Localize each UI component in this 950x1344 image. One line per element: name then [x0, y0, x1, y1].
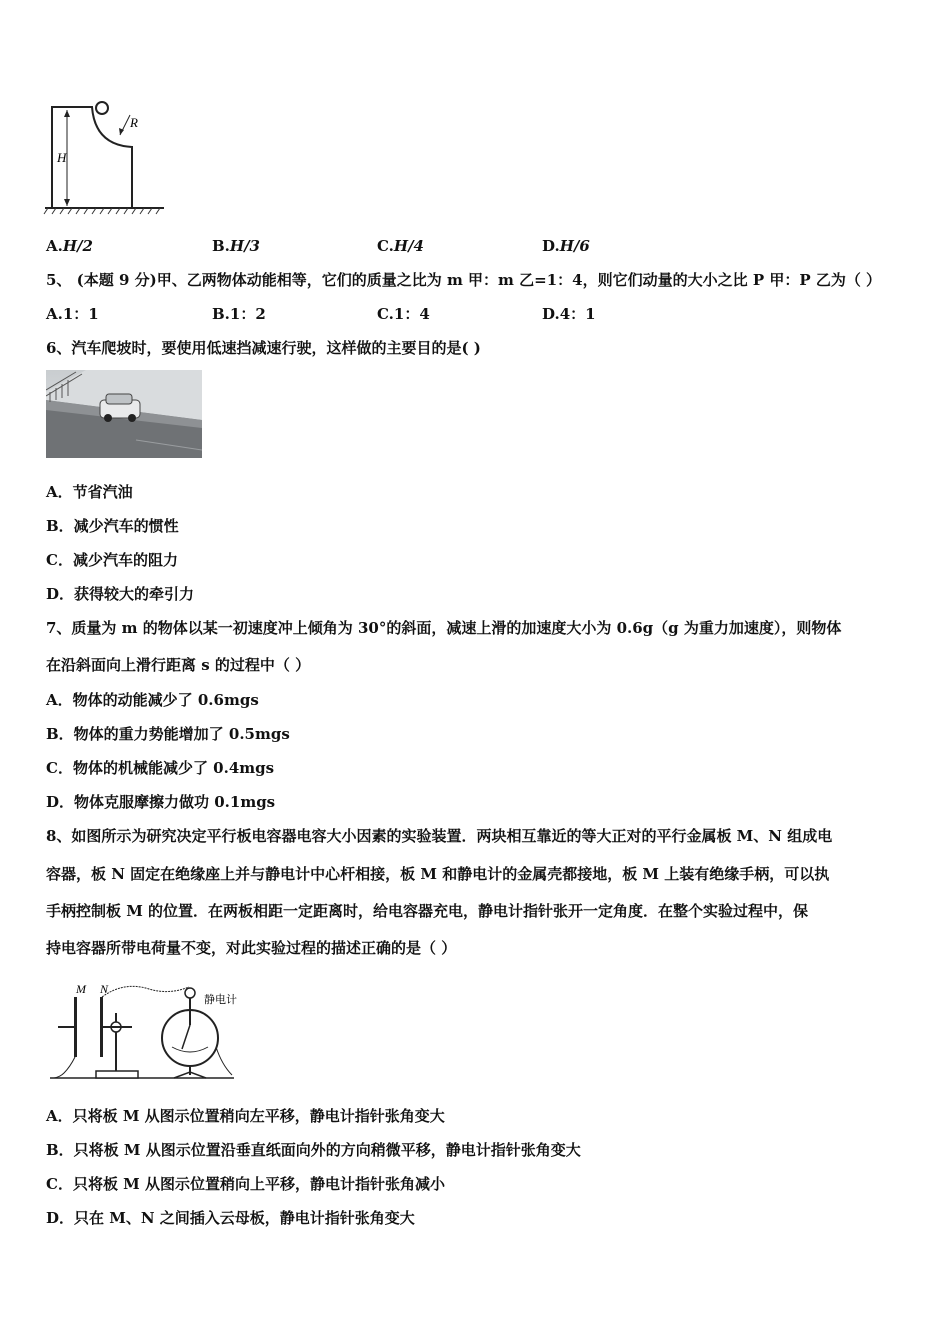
q7-option-c: C．物体的机械能减少了 0.4mgs — [46, 759, 275, 777]
q8-option-a: A．只将板 M 从图示位置稍向左平移，静电计指针张角变大 — [46, 1107, 445, 1125]
q5-option-c: C.1：4 — [377, 305, 430, 323]
q5-option-a: A.1：1 — [46, 305, 99, 323]
radius-label: R — [130, 115, 138, 130]
plate-n-label: N — [100, 982, 109, 996]
q6-stem: 6、汽车爬坡时，要使用低速挡减速行驶，这样做的主要目的是( ) — [46, 339, 481, 357]
q8-stem-line2: 容器，板 N 固定在绝缘座上并与静电计中心杆相接，板 M 和静电计的金属壳都接地，板 M 上装有绝缘手柄，可以执 — [46, 865, 830, 883]
q4-ramp-figure — [40, 95, 170, 220]
q7-option-b: B．物体的重力势能增加了 0.5mgs — [46, 725, 290, 743]
q8-stem-line3: 手柄控制板 M 的位置．在两板相距一定距离时，给电容器充电，静电计指针张开一定角度．在整个实验过程中，保 — [46, 902, 809, 920]
q5-option-b: B.1：2 — [212, 305, 266, 323]
q4-option-a: A.H/2 — [46, 237, 93, 255]
q4-option-c: C.H/4 — [377, 237, 424, 255]
q5-stem: 5、 (本题 9 分)甲、乙两物体动能相等，它们的质量之比为 m 甲：m 乙=1：4，则它们动量的大小之比 P 甲：P 乙为（ ） — [46, 271, 882, 289]
q7-option-d: D．物体克服摩擦力做功 0.1mgs — [46, 793, 276, 811]
plate-m-label: M — [76, 982, 86, 996]
q7-stem-line1: 7、质量为 m 的物体以某一初速度冲上倾角为 30°的斜面，减速上滑的加速度大小为 0.6g（g 为重力加速度），则物体 — [46, 619, 842, 637]
q6-option-d: D．获得较大的牵引力 — [46, 585, 195, 603]
electrometer-label: 静电计 — [204, 993, 237, 1006]
q4-option-b: B.H/3 — [212, 237, 260, 255]
q8-option-b: B．只将板 M 从图示位置沿垂直纸面向外的方向稍微平移，静电计指针张角变大 — [46, 1141, 581, 1159]
q7-option-a: A．物体的动能减少了 0.6mgs — [46, 691, 259, 709]
q6-option-a: A．节省汽油 — [46, 483, 133, 501]
q6-option-b: B．减少汽车的惯性 — [46, 517, 179, 535]
height-label: H — [57, 150, 67, 165]
q8-option-c: C．只将板 M 从图示位置稍向上平移，静电计指针张角减小 — [46, 1175, 445, 1193]
q8-capacitor-figure — [44, 975, 239, 1090]
q6-option-c: C．减少汽车的阻力 — [46, 551, 178, 569]
q4-option-d: D.H/6 — [542, 237, 590, 255]
q5-option-d: D.4：1 — [542, 305, 596, 323]
car-uphill-photo — [46, 370, 202, 458]
q7-stem-line2: 在沿斜面向上滑行距离 s 的过程中（ ） — [46, 656, 311, 674]
q8-stem-line1: 8、如图所示为研究决定平行板电容器电容大小因素的实验装置．两块相互靠近的等大正对的平行金属板 M、N 组成电 — [46, 827, 833, 845]
q8-option-d: D．只在 M、N 之间插入云母板，静电计指针张角变大 — [46, 1209, 415, 1227]
q8-stem-line4: 持电容器所带电荷量不变，对此实验过程的描述正确的是（ ） — [46, 939, 457, 957]
